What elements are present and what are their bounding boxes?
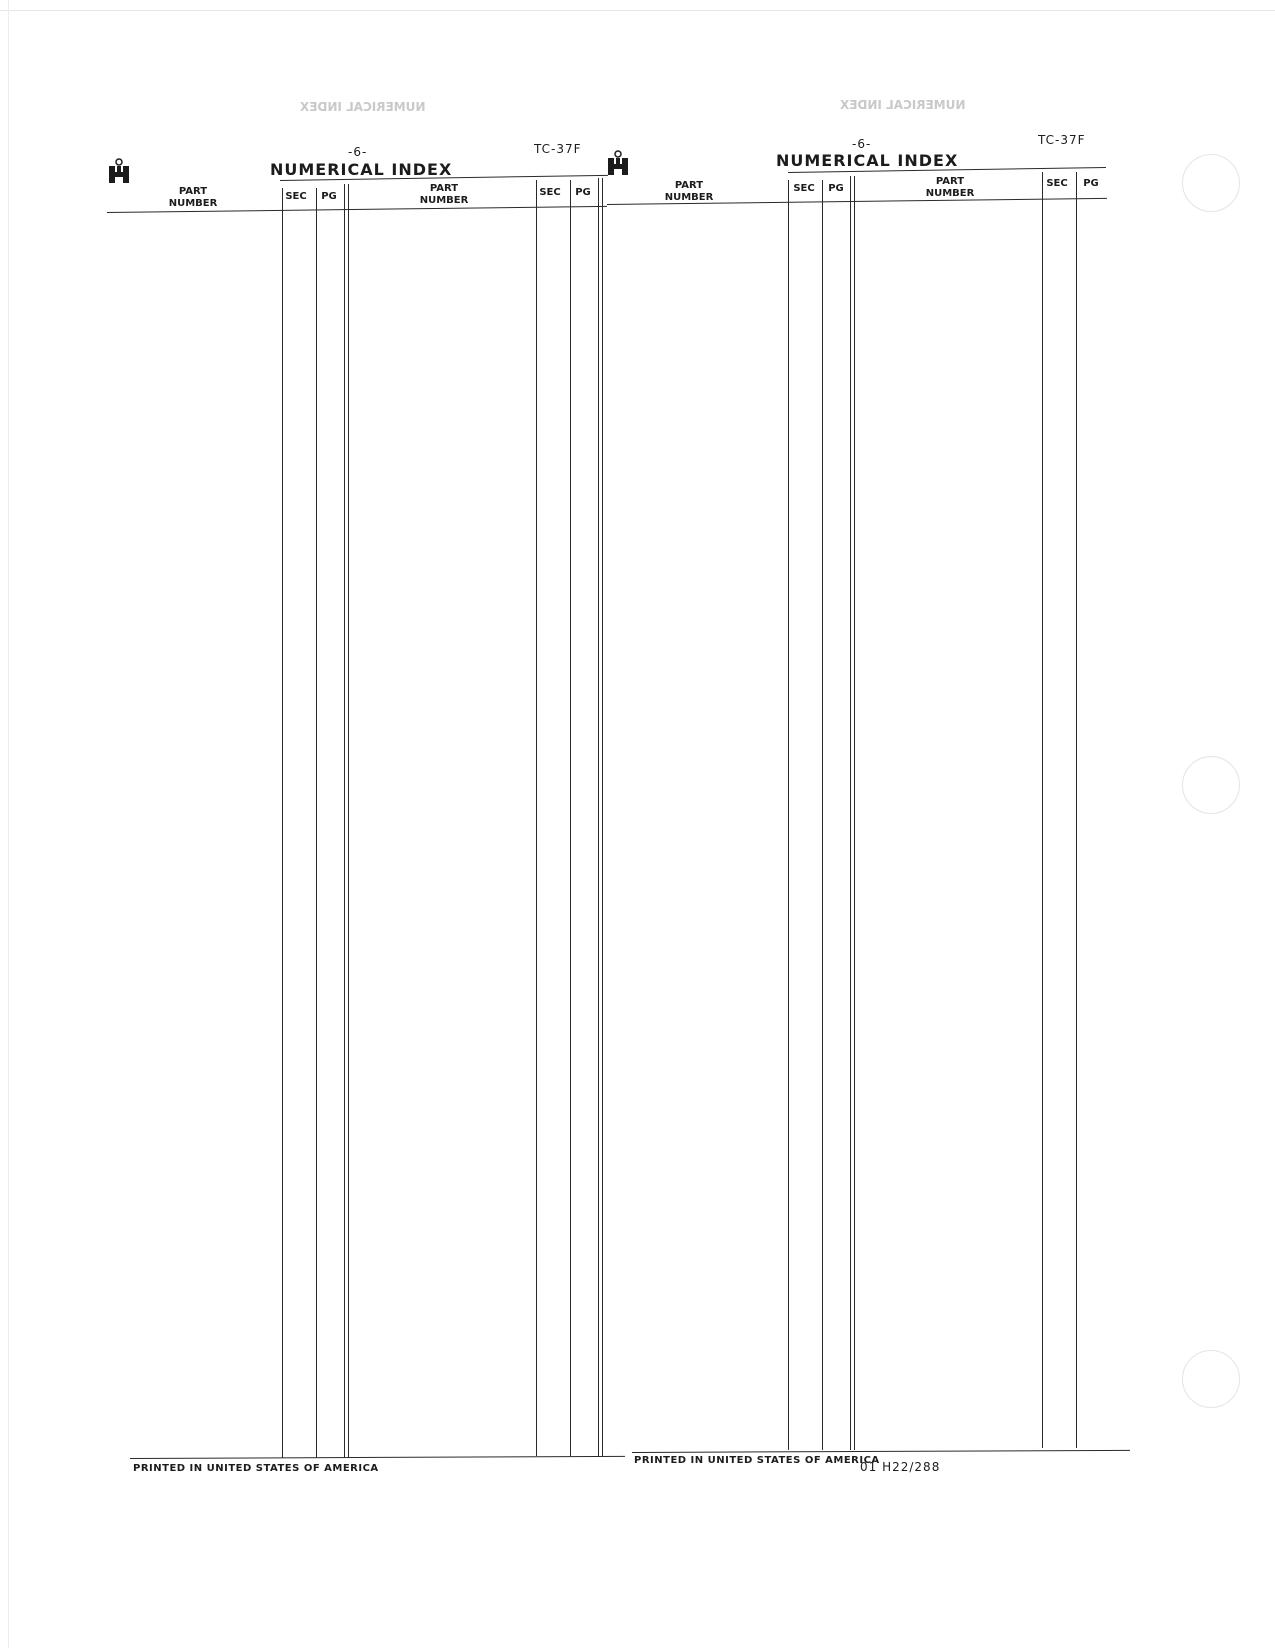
column-header-sec: SEC	[1046, 178, 1068, 189]
column-header-sec: SEC	[539, 187, 561, 198]
document-revision-code: 01 H22/288	[860, 1460, 941, 1474]
column-rule	[854, 176, 855, 1450]
page-title: NUMERICAL INDEX	[776, 151, 959, 170]
footer-rule	[130, 1456, 625, 1459]
document-code: TC-37F	[1038, 133, 1086, 147]
punch-hole-bottom	[1182, 1350, 1240, 1408]
column-rule	[316, 188, 317, 1458]
column-rule	[598, 178, 599, 1456]
ih-logo-icon	[108, 158, 130, 184]
column-header-sec: SEC	[285, 191, 307, 202]
bleed-through-mark: NUMERICAL INDEX	[300, 100, 426, 114]
footer-rule	[632, 1450, 1130, 1453]
column-header-part-number: PART NUMBER	[168, 186, 218, 209]
column-rule	[1042, 172, 1043, 1448]
page-number: -6-	[348, 145, 368, 159]
column-header-pg: PG	[828, 183, 844, 194]
column-header-pg: PG	[575, 187, 591, 198]
footer-printed-notice: PRINTED IN UNITED STATES OF AMERICA	[133, 1463, 379, 1474]
punch-hole-middle	[1182, 756, 1240, 814]
document-code: TC-37F	[534, 142, 582, 156]
column-rule	[1076, 172, 1077, 1448]
sheet-top-edge	[0, 10, 1275, 11]
column-rule	[602, 178, 603, 1456]
footer-printed-notice: PRINTED IN UNITED STATES OF AMERICA	[634, 1455, 880, 1466]
column-rule	[570, 180, 571, 1456]
column-rule	[282, 188, 283, 1458]
column-header-part-number: PART NUMBER	[419, 183, 469, 206]
page-title: NUMERICAL INDEX	[270, 160, 453, 179]
column-header-pg: PG	[1083, 178, 1099, 189]
column-rule	[788, 180, 789, 1450]
column-header-pg: PG	[321, 191, 337, 202]
column-rule	[348, 184, 349, 1458]
sheet-left-edge	[8, 0, 9, 1648]
column-header-part-number: PART NUMBER	[664, 180, 714, 203]
bleed-through-mark: NUMERICAL INDEX	[840, 98, 966, 112]
ih-logo-icon	[607, 150, 629, 176]
punch-hole-top	[1182, 154, 1240, 212]
column-header-part-number: PART NUMBER	[925, 176, 975, 199]
column-rule	[536, 180, 537, 1456]
column-rule	[344, 184, 345, 1458]
column-rule	[822, 180, 823, 1450]
column-header-sec: SEC	[793, 183, 815, 194]
page-number: -6-	[852, 137, 872, 151]
column-rule	[850, 176, 851, 1450]
